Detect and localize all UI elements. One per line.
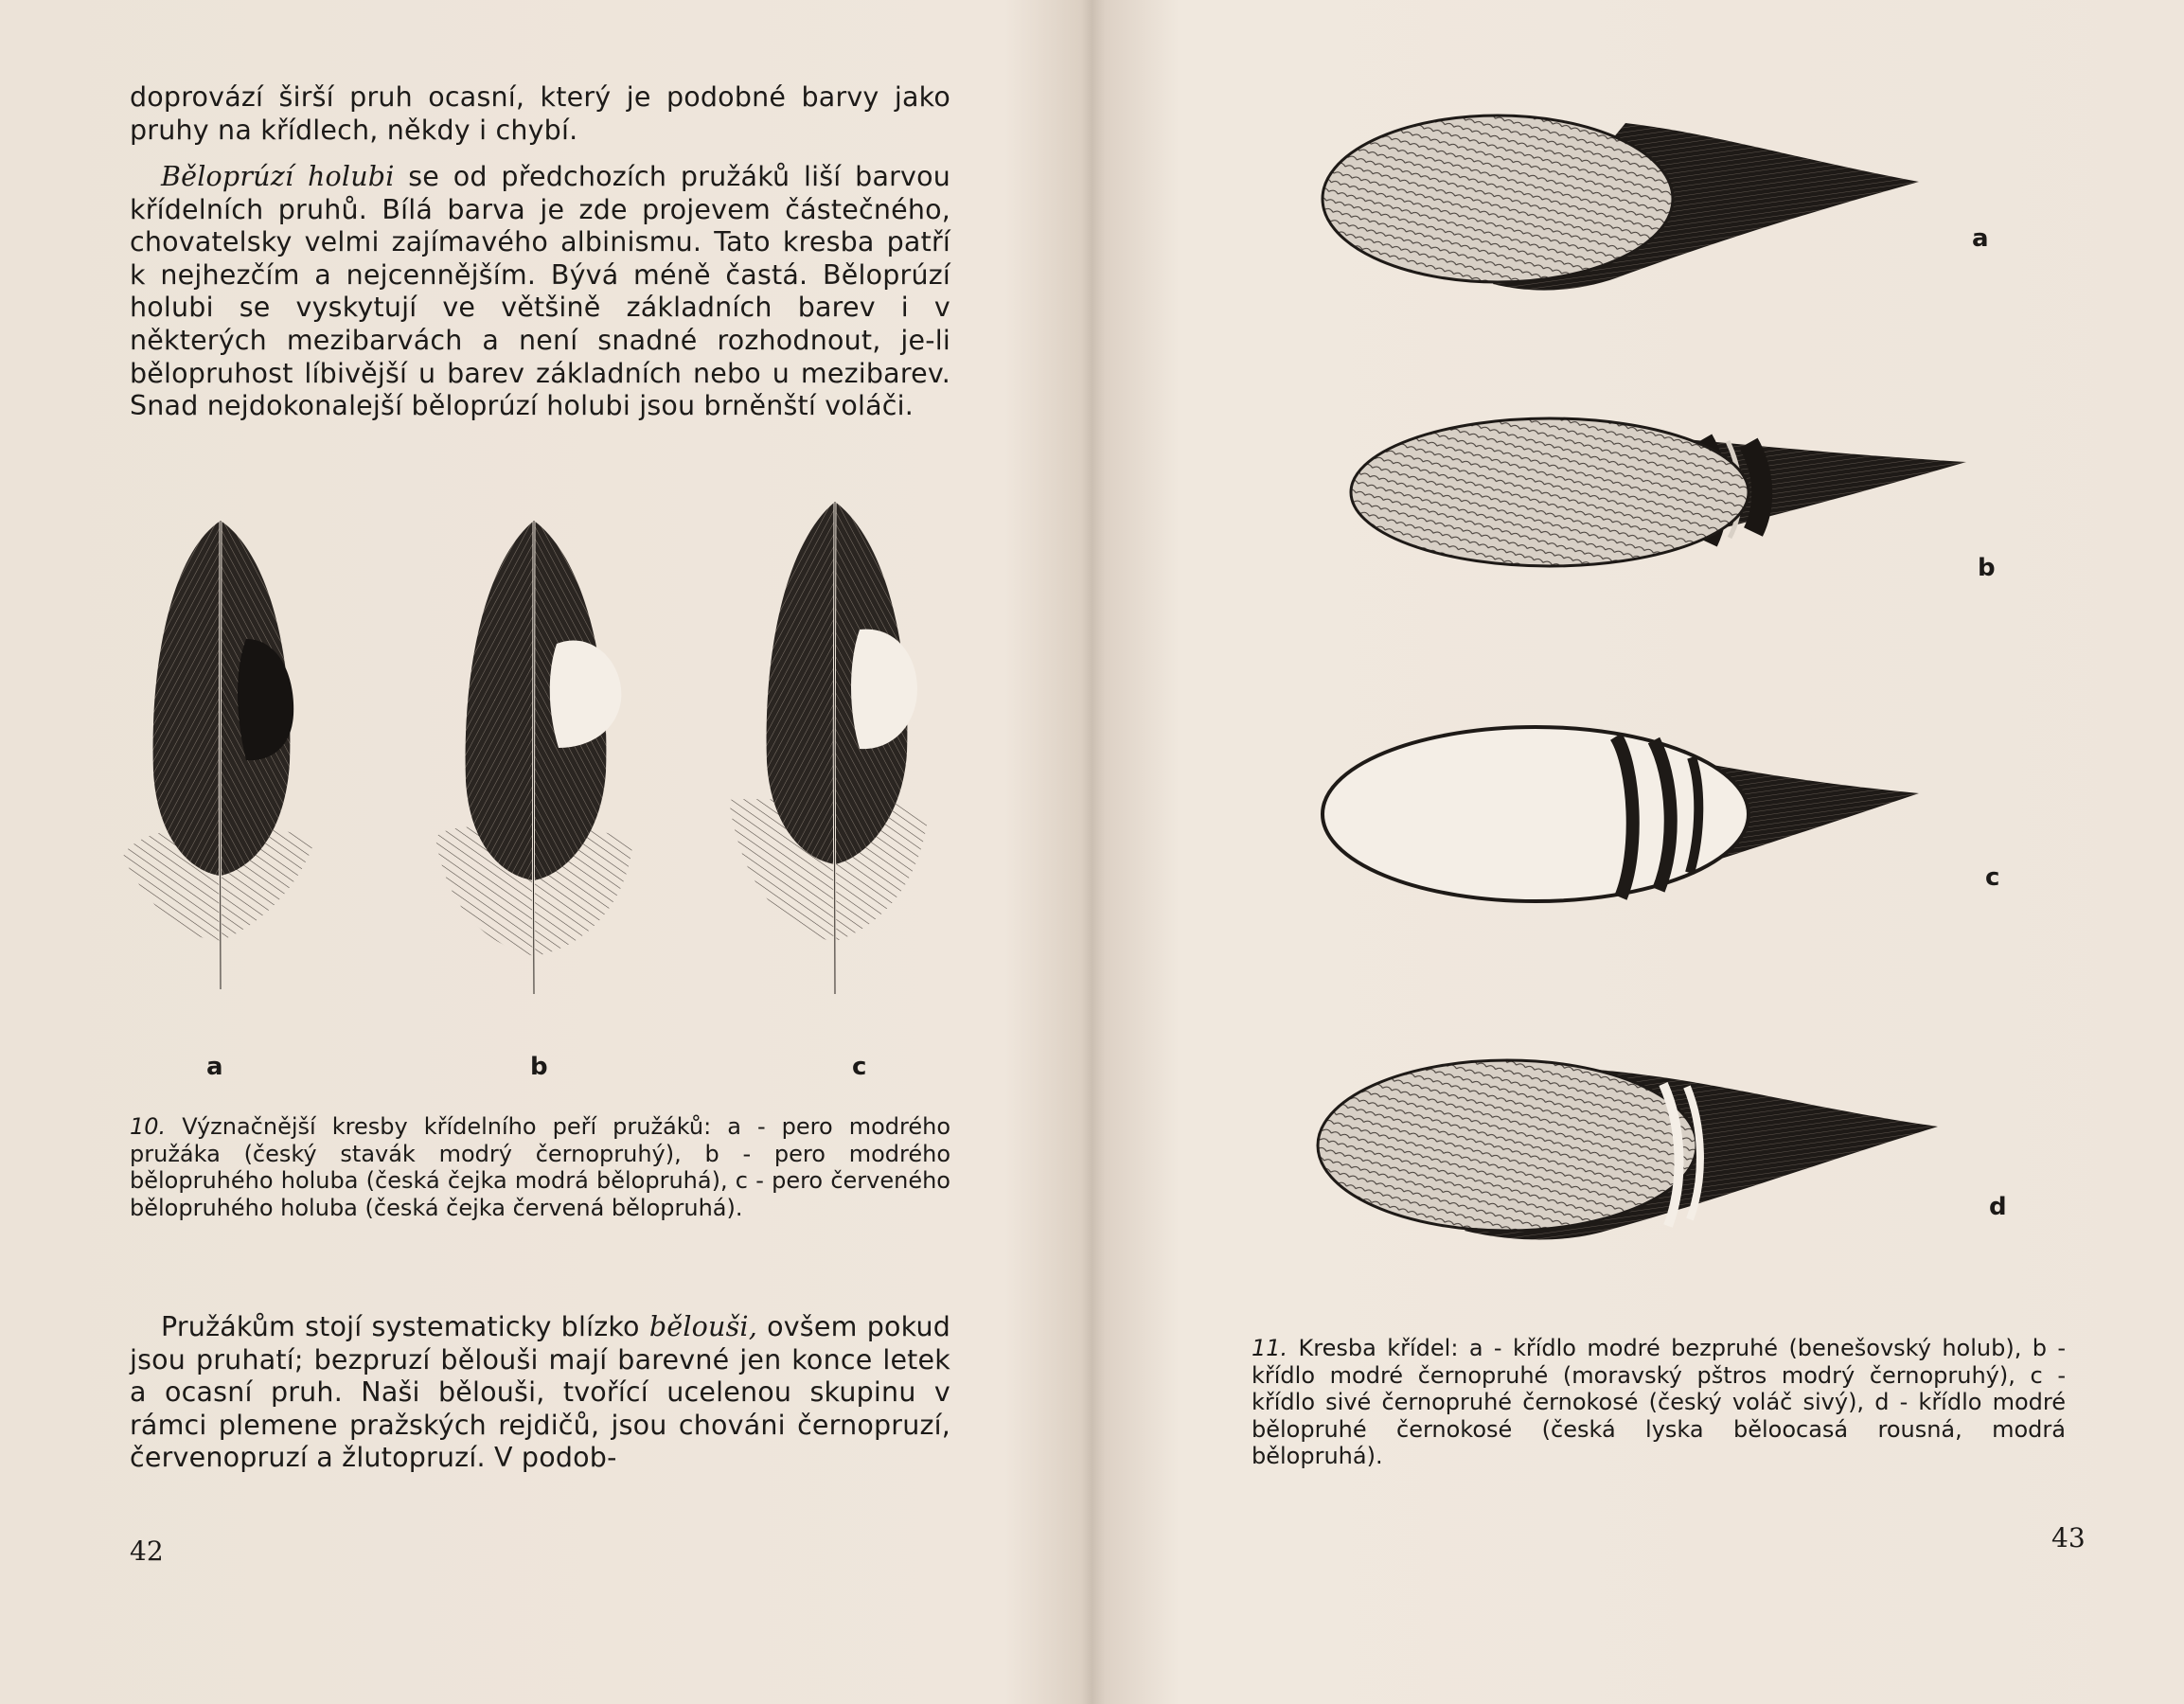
page-number-right: 43: [2051, 1522, 2086, 1553]
figure-11-caption: [1252, 1335, 2066, 1470]
caption-text: Význačnější kresby křídelního peří pružáků: a - pero modrého pružáka (český stavák modrý černopruhý), b - pero modrého bělopruhého holuba (česká čejka modrá bělopruhá), c - pero červeného bělopruhého holuba (česká čejka červená bělopruhá).: [130, 1113, 950, 1221]
wing-label-b: b: [1978, 554, 1996, 582]
left-page: [0, 0, 1089, 1704]
wing-label-a: a: [1972, 224, 1989, 253]
wing-c: [1323, 727, 1919, 901]
caption-number: 10.: [130, 1113, 167, 1140]
figure-label-c: c: [852, 1053, 867, 1081]
figure-10-caption: [130, 1113, 950, 1221]
paragraph-2-text: se od předchozích pružáků liší barvou křídelních pruhů. Bílá barva je zde projevem částečného, chovatelsky velmi zajímavého albinismu. Tato kresba patří k nejhezčím a nejcennějším. Bývá méně častá. Běloprúzí holubi se vyskytují ve většině základních barev i v některých mezibarvách a není snadné rozhodnout, je-li bělopruhost líbivější u barev základních nebo u mezibarev. Snad nejdokonalejší běloprúzí holubi jsou brněnští voláči.: [130, 161, 950, 422]
caption-number: 11.: [1252, 1335, 1288, 1361]
right-page: [1095, 0, 2184, 1704]
feather-c: [729, 502, 928, 994]
wing-figure: [1313, 104, 2165, 1269]
paragraph-3-text-before: Pružákům stojí systematicky blízko: [161, 1311, 649, 1342]
caption-text: Kresba křídel: a - křídlo modré bezpruhé (benešovský holub), b - křídlo modré černopruhé (moravský pštros modrý černopruhý), c - křídlo sivé černopruhé černokosé (český voláč sivý), d - křídlo modré bělopruhé černokosé (česká lyska běloocasá rousná, modrá bělopruhá).: [1252, 1335, 2066, 1470]
paragraph-3: [130, 1311, 950, 1475]
paragraph-1: [130, 81, 950, 147]
wing-b: [1351, 418, 1966, 566]
feather-figure: [114, 497, 966, 1027]
figure-label-a: a: [206, 1053, 223, 1081]
feather-b: [435, 521, 632, 994]
wing-label-c: c: [1985, 863, 2000, 892]
page-number-left: 42: [130, 1535, 164, 1567]
feather-a: [123, 521, 312, 989]
figure-label-b: b: [530, 1053, 548, 1081]
wing-label-d: d: [1989, 1193, 2007, 1221]
paragraph-3-italic: bělouši,: [648, 1311, 757, 1342]
paragraph-2-lead: Běloprúzí holubi: [161, 161, 395, 192]
paragraph-2: [130, 161, 950, 423]
wing-d: [1318, 1060, 1938, 1239]
paragraph-3-text-after: ovšem pokud jsou pruhatí; bezpruzí bělouši mají barevné jen konce letek a ocasní pruh. Naši bělouši, tvořící ucelenou skupinu v rámci plemene pražských rejdičů, jsou chováni černopruzí, červenopruzí a žlutopruzí. V podob-: [130, 1311, 950, 1474]
wing-a: [1323, 115, 1919, 291]
paragraph-1-text: doprovází širší pruh ocasní, který je podobné barvy jako pruhy na křídlech, někdy i chybí.: [130, 81, 950, 146]
